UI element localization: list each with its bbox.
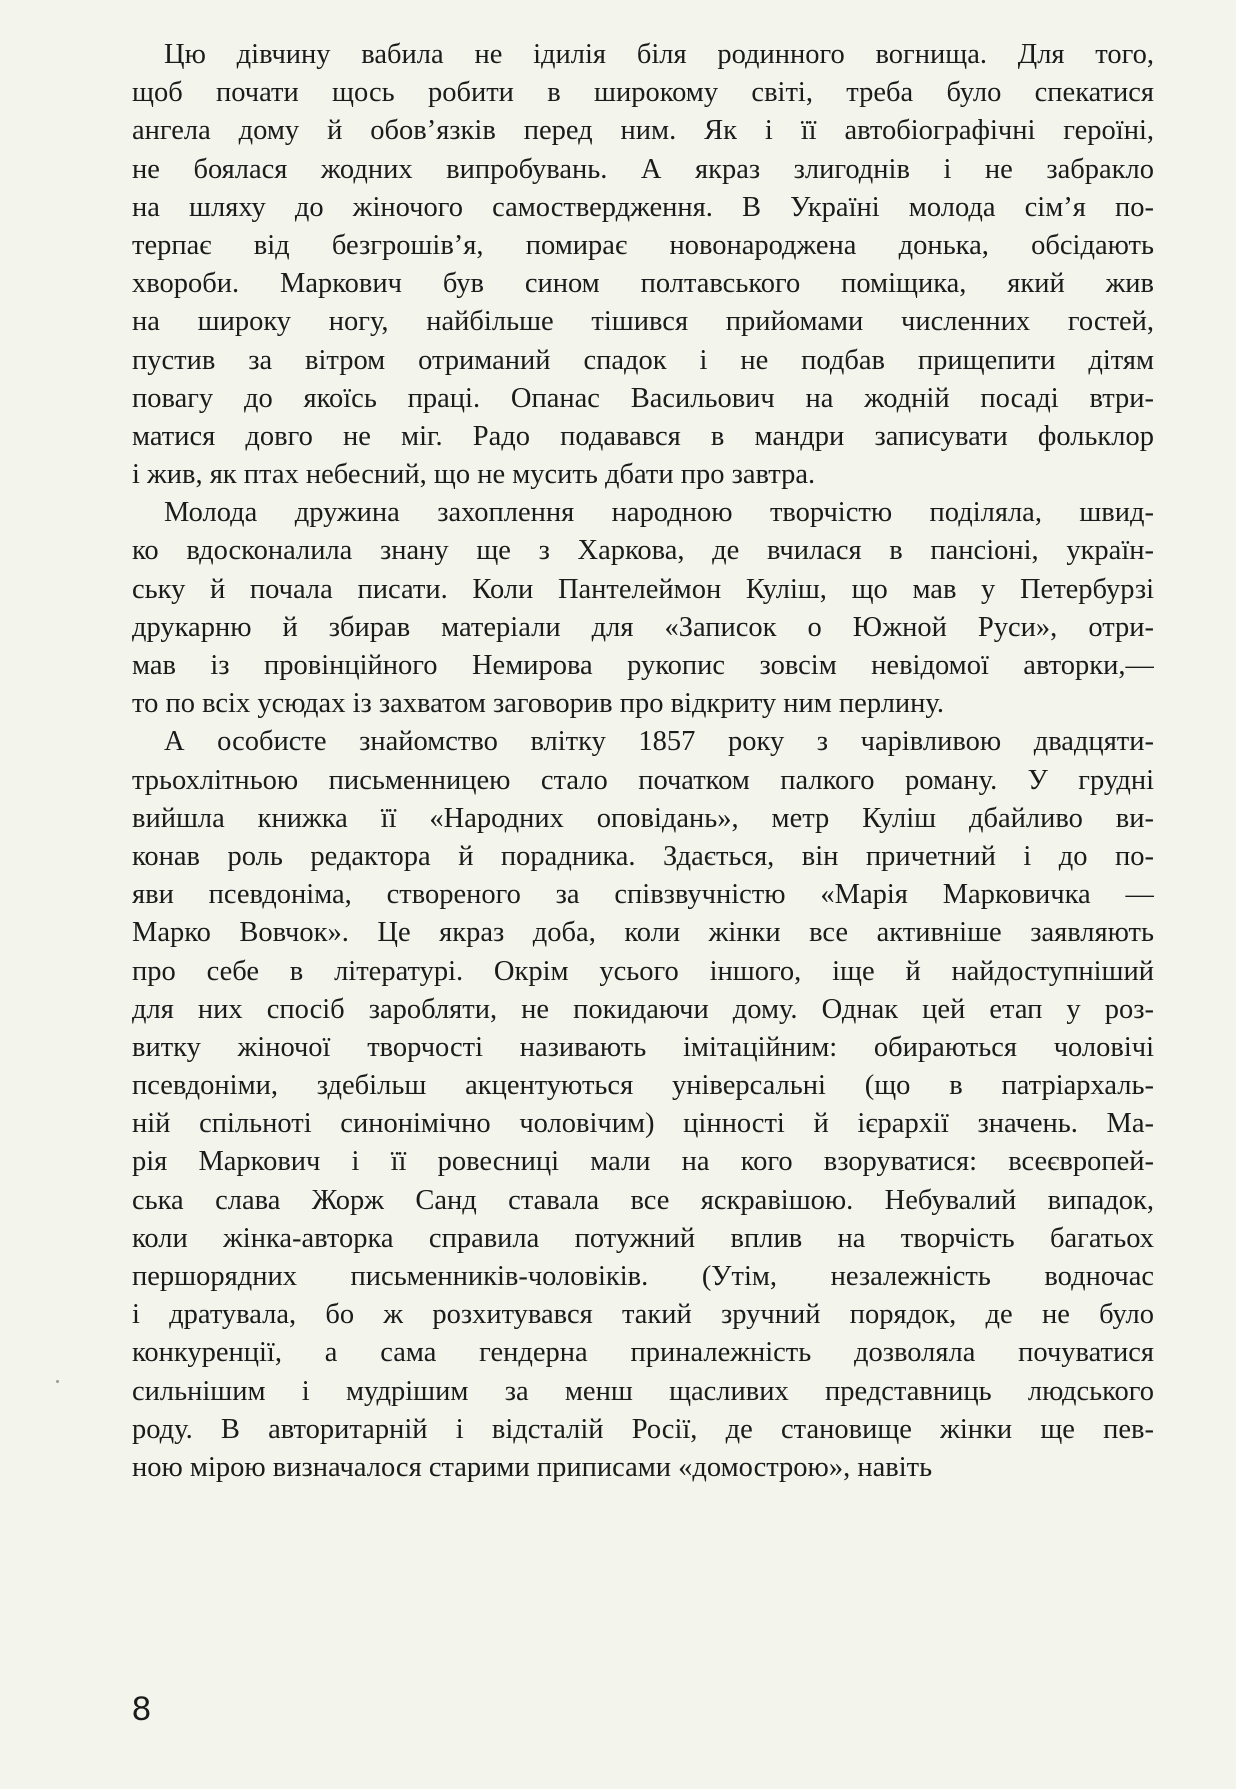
text-line: трьохлітньою письменницею стало початком палкого роману. У грудні [132, 764, 1154, 796]
text-line: роду. В авторитарній і відсталій Росії, де становище жінки ще пев- [132, 1413, 1154, 1445]
text-line: А особисте знайомство влітку 1857 року з чарівливою двадцяти- [164, 726, 1154, 758]
text-line: мав із провінційного Немирова рукопис зовсім невідомої авторки,— [132, 650, 1154, 681]
text-line: хвороби. Маркович був сином полтавського поміщика, який жив [132, 268, 1154, 300]
text-line: пустив за вітром отриманий спадок і не подбав прищепити дітям [132, 344, 1154, 376]
text-line: яви псевдоніма, створеного за співзвучністю «Марія Марковичка — [132, 879, 1154, 911]
text-line: ська слава Жорж Санд ставала все яскравішою. Небувалий випадок, [132, 1184, 1154, 1216]
text-line: і дратувала, бо ж розхитувався такий зручний порядок, де не було [132, 1299, 1154, 1331]
text-line: Марко Вовчок». Це якраз доба, коли жінки все активніше заявляють [132, 917, 1154, 949]
text-line: на шляху до жіночого самоствердження. В Україні молода сім’я по- [132, 191, 1154, 223]
text-line: Цю дівчину вабила не ідилія біля родинного вогнища. Для того, [164, 39, 1154, 70]
text-line: друкарню й збирав матеріали для «Записок о Южной Руси», отри- [132, 611, 1154, 643]
paragraph [132, 494, 1154, 723]
text-line: ною мірою визначалося старими приписами «домострою», навіть [132, 1451, 933, 1483]
text-line: коли жінка-авторка справила потужний вплив на творчість багатьох [132, 1222, 1154, 1254]
text-line: терпає від безгрошів’я, помирає новонароджена донька, обсідають [132, 229, 1154, 261]
text-line: сильнішим і мудрішим за менш щасливих представниць людського [132, 1375, 1154, 1407]
text-line: ній спільноті синонімічно чоловічим) цінності й ієрархії значень. Ма- [132, 1108, 1154, 1140]
text-line: щоб почати щось робити в широкому світі, треба було спекатися [132, 77, 1154, 109]
body-text [132, 36, 1154, 1487]
paragraph [132, 36, 1154, 494]
text-line: і жив, як птах небесний, що не мусить дбати про завтра. [132, 459, 816, 491]
text-line: то по всіх усюдах із захватом заговорив про відкриту ним перлину. [132, 688, 944, 720]
text-line: конав роль редактора й порадника. Здається, він причетний і до по- [132, 840, 1154, 872]
text-line: повагу до якоїсь праці. Опанас Васильович на жодній посаді втри- [132, 382, 1154, 414]
text-line: на широку ногу, найбільше тішився прийомами численних гостей, [132, 306, 1154, 338]
text-line: не боялася жодних випробувань. А якраз злигоднів і не забракло [132, 153, 1154, 185]
text-line: вийшла книжка її «Народних оповідань», метр Куліш дбайливо ви- [132, 802, 1154, 834]
text-line: про себе в літературі. Окрім усього іншого, іще й найдоступніший [132, 955, 1154, 987]
paragraph [132, 723, 1154, 1487]
text-line: матися довго не міг. Радо подавався в мандри записувати фольклор [132, 420, 1154, 452]
paper-speck [56, 1380, 59, 1383]
text-line: ську й почала писати. Коли Пантелеймон Куліш, що мав у Петербурзі [132, 573, 1154, 605]
text-line: рія Маркович і її ровесниці мали на кого взоруватися: всеєвропей- [132, 1146, 1154, 1178]
text-line: першорядних письменників-чоловіків. (Утім, незалежність водночас [132, 1261, 1154, 1292]
text-line: ко вдосконалила знану ще з Харкова, де вчилася в пансіоні, україн- [132, 535, 1154, 567]
page-number: 8 [132, 1690, 151, 1728]
text-line: конкуренції, а сама гендерна приналежність дозволяла почуватися [132, 1337, 1154, 1369]
text-line: ангела дому й обов’язків перед ним. Як і її автобіографічні героїні, [132, 115, 1154, 147]
text-line: псевдоніми, здебільш акцентуються універсальні (що в патріархаль- [132, 1070, 1154, 1102]
text-line: для них спосіб заробляти, не покидаючи дому. Однак цей етап у роз- [132, 993, 1154, 1025]
text-line: витку жіночої творчості називають імітаційним: обираються чоловічі [132, 1031, 1154, 1063]
text-line: Молода дружина захоплення народною творчістю поділяла, швид- [164, 497, 1154, 529]
